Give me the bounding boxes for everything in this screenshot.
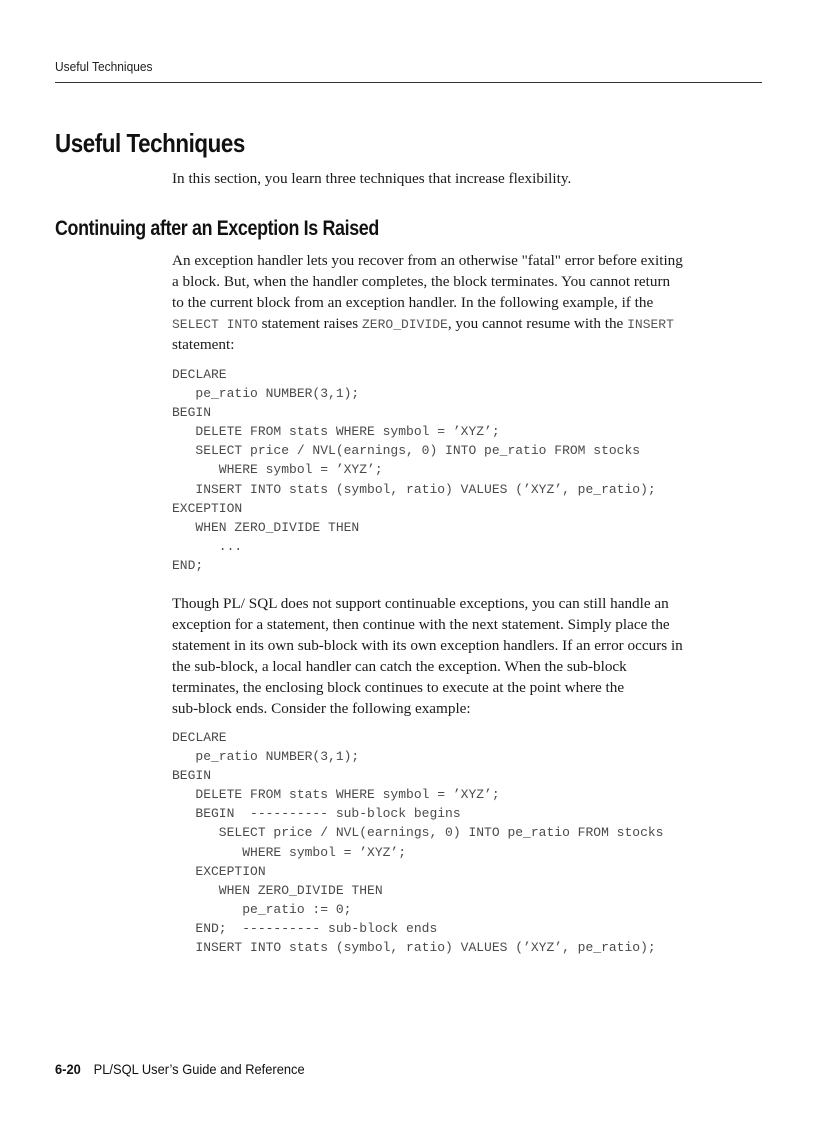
code-line: EXCEPTION (172, 863, 266, 879)
code-line: END; ---------- sub-block ends (172, 920, 438, 936)
code-line: WHERE symbol = ’XYZ’; (172, 844, 407, 860)
paragraph-1 (172, 250, 683, 355)
paragraph-line: exception for a statement, then continue with the next statement. Simply place the (172, 616, 670, 633)
code-line: DECLARE (172, 367, 227, 382)
book-title: PL/SQL User’s Guide and Reference (93, 1061, 305, 1077)
paragraph-line: An exception handler lets you recover from an otherwise "fatal" error before exiting (172, 252, 683, 269)
code-example-1 (172, 365, 656, 575)
code-line: SELECT price / NVL(earnings, 0) INTO pe_ratio FROM stocks (172, 825, 664, 841)
inline-text: statement raises (257, 315, 362, 332)
page-footer (55, 1061, 305, 1077)
code-line: pe_ratio := 0; (172, 901, 352, 917)
code-line: END; (172, 557, 204, 573)
code-line: BEGIN ---------- sub-block begins (172, 806, 461, 822)
inline-text: , you cannot resume with the (447, 315, 628, 332)
page-title: Useful Techniques (55, 128, 245, 158)
code-line: DELETE FROM stats WHERE symbol = ’XYZ’; (172, 787, 500, 803)
code-example-2 (172, 728, 663, 957)
intro-paragraph (172, 168, 571, 189)
paragraph-line: the sub-block, a local handler can catch the exception. When the sub-block (172, 658, 627, 675)
running-header: Useful Techniques (55, 59, 153, 74)
code-line: WHEN ZERO_DIVIDE THEN (172, 519, 360, 535)
code-line: pe_ratio NUMBER(3,1); (172, 749, 360, 765)
paragraph-line: Though PL/ SQL does not support continuable exceptions, you can still handle an (172, 595, 669, 612)
paragraph-line: a block. But, when the handler completes, the block terminates. You cannot return (172, 273, 671, 290)
code-line: DELETE FROM stats WHERE symbol = ’XYZ’; (172, 424, 500, 440)
code-line: EXCEPTION (172, 500, 243, 516)
code-line: BEGIN (172, 405, 212, 421)
code-line: pe_ratio NUMBER(3,1); (172, 386, 360, 402)
code-line: DECLARE (172, 730, 227, 745)
paragraph-line: terminates, the enclosing block continues to execute at the point where the (172, 679, 625, 696)
paragraph-line: statement: (172, 336, 235, 353)
code-line: BEGIN (172, 768, 212, 784)
code-line: ... (172, 538, 243, 554)
page-number: 6-20 (55, 1061, 81, 1077)
header-rule (55, 82, 762, 83)
paragraph-line: statement in its own sub-block with its own exception handlers. If an error occurs in (172, 637, 683, 654)
inline-code: INSERT (627, 317, 674, 332)
paragraph-2 (172, 593, 683, 719)
inline-code: ZERO_DIVIDE (362, 317, 448, 332)
code-line: INSERT INTO stats (symbol, ratio) VALUES (’XYZ’, pe_ratio); (172, 481, 656, 497)
paragraph-line: sub-block ends. Consider the following example: (172, 700, 471, 717)
inline-code: SELECT INTO (172, 317, 258, 332)
section-heading: Continuing after an Exception Is Raised (55, 217, 379, 240)
intro-line: In this section, you learn three techniques that increase flexibility. (172, 170, 572, 187)
paragraph-line-mixed (172, 313, 683, 334)
code-line: WHEN ZERO_DIVIDE THEN (172, 882, 383, 898)
code-line: SELECT price / NVL(earnings, 0) INTO pe_ratio FROM stocks (172, 443, 641, 459)
paragraph-line: to the current block from an exception handler. In the following example, if the (172, 294, 654, 311)
code-line: WHERE symbol = ’XYZ’; (172, 462, 383, 478)
code-line: INSERT INTO stats (symbol, ratio) VALUES (’XYZ’, pe_ratio); (172, 940, 656, 956)
